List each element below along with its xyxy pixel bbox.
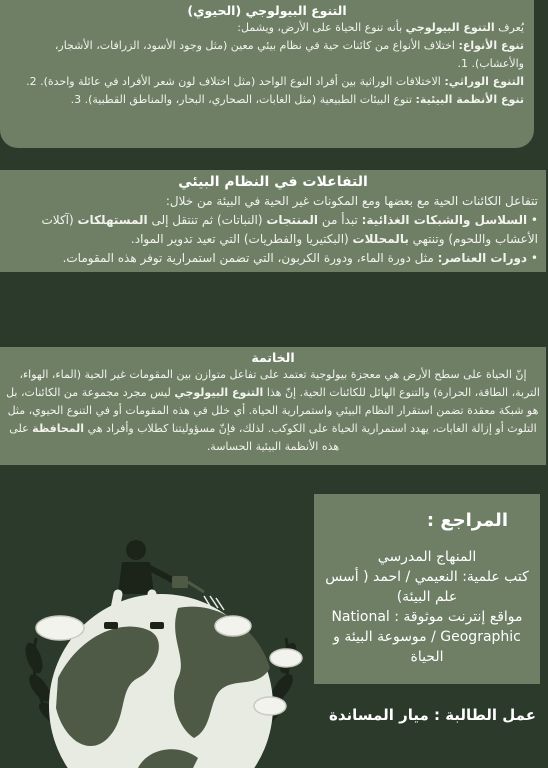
ecosystem-panel [0, 170, 546, 272]
biodiversity-item [10, 91, 524, 109]
conclusion-title: الخاتمة [251, 350, 295, 365]
author-credit: عمل الطالبة : ميار المساندة [328, 706, 536, 724]
chains-text-a: تبدأ من [318, 213, 362, 227]
item-number: 3. [70, 93, 82, 106]
item-text: اختلاف الأنواع من كائنات حية في نظام بيئي معين (مثل وجود الأسود، الزرافات، الأشجار، والأعشاب). [54, 39, 524, 70]
conclusion-bold-1: التنوع البيولوجي [174, 386, 264, 399]
item-number: 2. [26, 75, 37, 88]
food-chains-bullet: • السلاسل والشبكات الغذائية: تبدأ من المنتجات (النباتات) ثم تنتقل إلى المستهلكات (آكلات الأعشاب واللحوم) وتنتهي بالمحللات (البكتيريا والفطريات) التي تعيد تدوير المواد. [41, 213, 538, 246]
intro-pre: يُعرف [494, 21, 524, 34]
references-panel [314, 494, 540, 684]
item-label: التنوع الوراثي: [444, 75, 524, 88]
chains-text-b: (النباتات) ثم تنتقل إلى [147, 213, 267, 227]
reference-item: مواقع إنترنت موثوقة : National Geographic / موسوعة البيئة و الحياة [331, 609, 523, 665]
biodiversity-title: التنوع البيولوجي (الحيوي) [187, 3, 347, 18]
cycles-text: مثل دورة الماء، ودورة الكربون، التي تضمن استمرارية توفر هذه المقومات. [62, 251, 438, 265]
conclusion-panel [0, 347, 546, 465]
producers-term: المنتجات [266, 213, 319, 227]
conclusion-paragraph [6, 366, 540, 456]
intro-bold: التنوع البيولوجي [405, 21, 495, 34]
conclusion-text-1: إنّ الحياة على سطح الأرض هي معجزة بيولوجية تعتمد على تفاعل متوازن بين المقومات غير الحية (الماء، الهواء، التربة، الطاقة، الحرارة) والتنوع الهائل للكائنات الحية. إنّ هذا [19, 368, 540, 399]
references-title: المراجع : [426, 510, 508, 531]
biodiversity-panel [0, 0, 534, 148]
chains-text-d: (البكتيريا والفطريات) التي تعيد تدوير المواد. [130, 232, 353, 246]
intro-post: بأنه تنوع الحياة على الأرض، ويشمل: [237, 21, 406, 34]
globe-illustration [18, 538, 308, 768]
reference-item: المنهاج المدرسي [377, 549, 477, 565]
reference-item: كتب علمية: النعيمي / احمد ( أسس علم البيئة) [325, 569, 529, 605]
decomposers-term: بالمحللات [352, 232, 409, 246]
ecosystem-title: التفاعلات في النظام البيئي [178, 174, 368, 190]
conclusion-text-3: على هذه الأنظمة البيئية الحساسة. [9, 422, 340, 453]
chains-label: السلاسل والشبكات الغذائية: [361, 213, 528, 227]
cycles-label: دورات العناصر: [437, 251, 528, 265]
item-text: تنوع البيئات الطبيعية (مثل الغابات، الصحاري، البحار، والمناطق القطبية). [84, 93, 416, 106]
item-label: تنوع الأنواع: [458, 39, 524, 52]
conclusion-bold-2: المحافظة [32, 422, 85, 435]
consumers-term: المستهلكات [77, 213, 148, 227]
cycles-bullet: • دورات العناصر: مثل دورة الماء، ودورة الكربون، التي تضمن استمرارية توفر هذه المقومات. [62, 251, 538, 265]
conclusion-text-2: ليس مجرد مجموعة من الكائنات، بل هو شبكة معقدة تضمن استقرار النظام البيئي واستمرارية الحياة. أي خلل في هذه المقومات أو في التنوع الحيوي، مثل التلوث أو إزالة الغابات، يهدد استمرارية الحياة على الكوكب. لذلك، فإنّ مسؤوليتنا كطلاب وأفراد هي [6, 386, 539, 435]
biodiversity-item [10, 73, 524, 91]
biodiversity-intro [10, 19, 524, 37]
item-number: 1. [457, 57, 468, 70]
item-label: تنوع الأنظمة البيئية: [415, 93, 524, 106]
item-text: الاختلافات الوراثية بين أفراد النوع الواحد (مثل اختلاف لون شعر الأفراد في عائلة واحدة). [40, 75, 445, 88]
biodiversity-item [10, 37, 524, 73]
chains-text-c: (آكلات الأعشاب واللحوم) وتنتهي [41, 213, 538, 246]
ecosystem-intro: تتفاعل الكائنات الحية مع بعضها ومع المكونات غير الحية في البيئة من خلال: [165, 194, 538, 208]
